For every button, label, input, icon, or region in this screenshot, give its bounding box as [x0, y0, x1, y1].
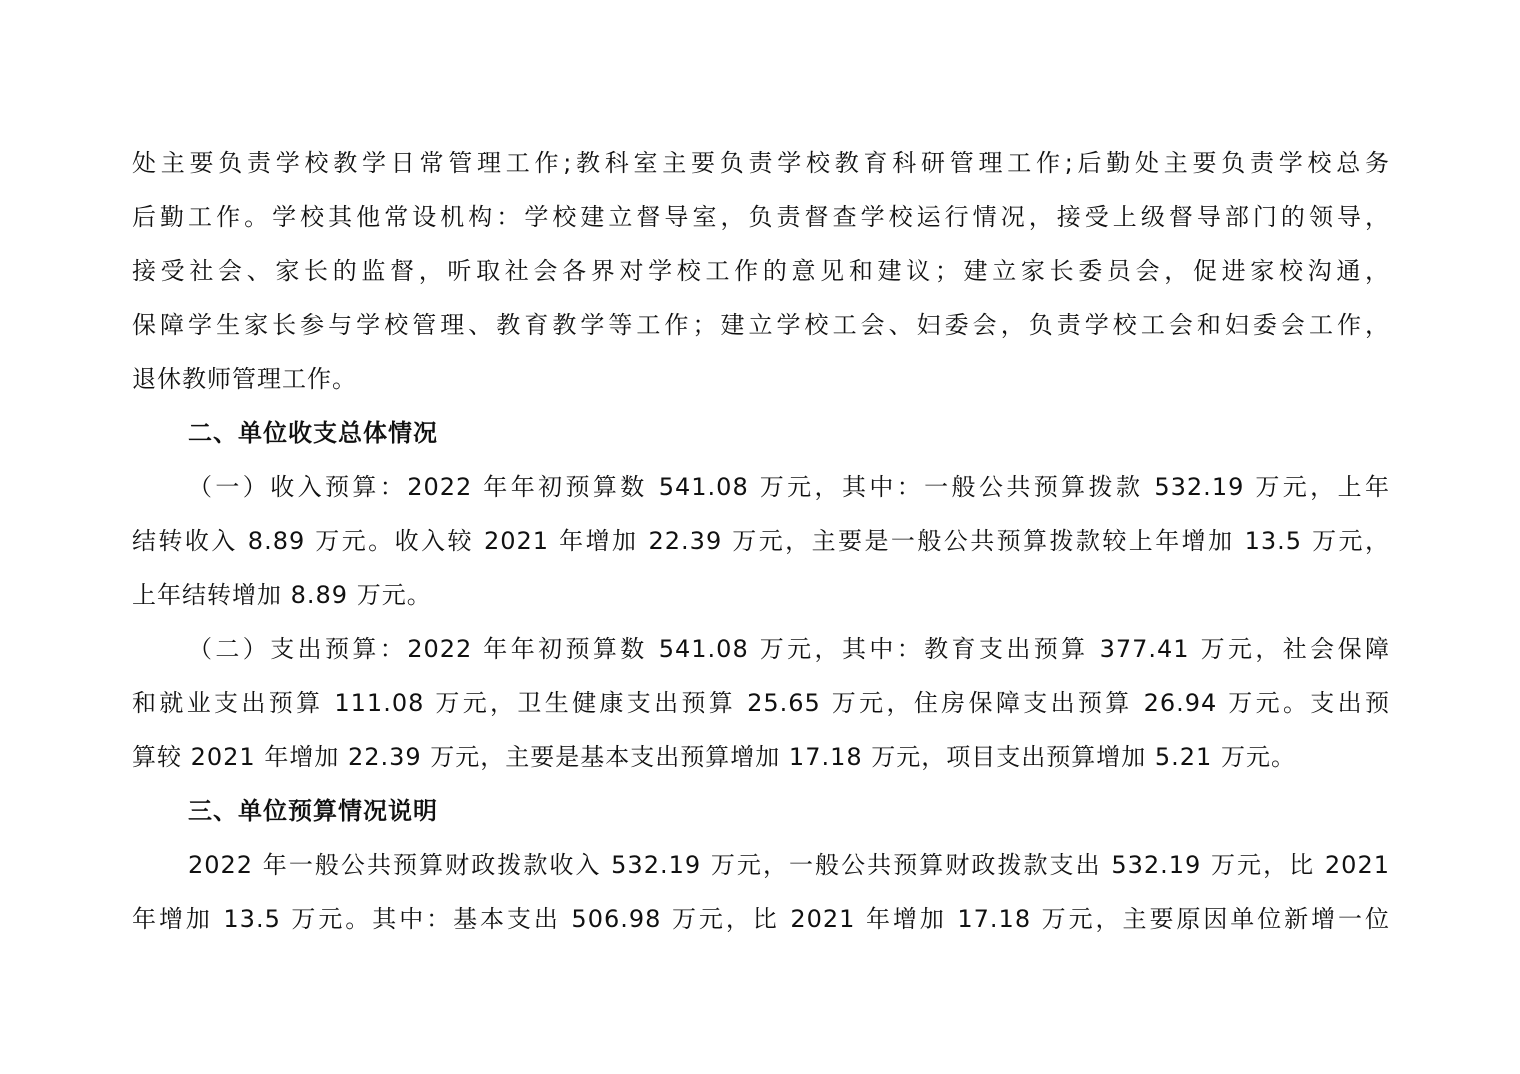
paragraph-line: 接受社会、家长的监督，听取社会各界对学校工作的意见和建议；建立家长委员会，促进家校沟通，	[132, 257, 1390, 285]
document-body	[132, 136, 1390, 946]
paragraph-line: 处主要负责学校教学日常管理工作;教科室主要负责学校教育科研管理工作;后勤处主要负责学校总务	[132, 149, 1390, 177]
paragraph-line: 保障学生家长参与学校管理、教育教学等工作；建立学校工会、妇委会，负责学校工会和妇委会工作，	[132, 311, 1390, 339]
paragraph-line: 2022 年一般公共预算财政拨款收入 532.19 万元，一般公共预算财政拨款支出 532.19 万元，比 2021	[188, 851, 1390, 879]
paragraph-line: 退休教师管理工作。	[132, 365, 357, 393]
paragraph-line: 后勤工作。学校其他常设机构：学校建立督导室，负责督查学校运行情况，接受上级督导部门的领导，	[132, 203, 1390, 231]
section-heading: 二、单位收支总体情况	[188, 419, 438, 447]
paragraph-line: 结转收入 8.89 万元。收入较 2021 年增加 22.39 万元，主要是一般公共预算拨款较上年增加 13.5 万元，	[132, 527, 1390, 555]
paragraph-line: 和就业支出预算 111.08 万元，卫生健康支出预算 25.65 万元，住房保障支出预算 26.94 万元。支出预	[132, 689, 1390, 717]
paragraph-line: 算较 2021 年增加 22.39 万元，主要是基本支出预算增加 17.18 万元，项目支出预算增加 5.21 万元。	[132, 743, 1296, 771]
paragraph-line: 上年结转增加 8.89 万元。	[132, 581, 432, 609]
paragraph-line: 年增加 13.5 万元。其中：基本支出 506.98 万元，比 2021 年增加 17.18 万元，主要原因单位新增一位	[132, 905, 1390, 933]
paragraph-line: （二）支出预算：2022 年年初预算数 541.08 万元，其中：教育支出预算 377.41 万元，社会保障	[188, 635, 1390, 663]
paragraph-line: （一）收入预算：2022 年年初预算数 541.08 万元，其中：一般公共预算拨款 532.19 万元，上年	[188, 473, 1390, 501]
section-heading: 三、单位预算情况说明	[188, 797, 438, 825]
